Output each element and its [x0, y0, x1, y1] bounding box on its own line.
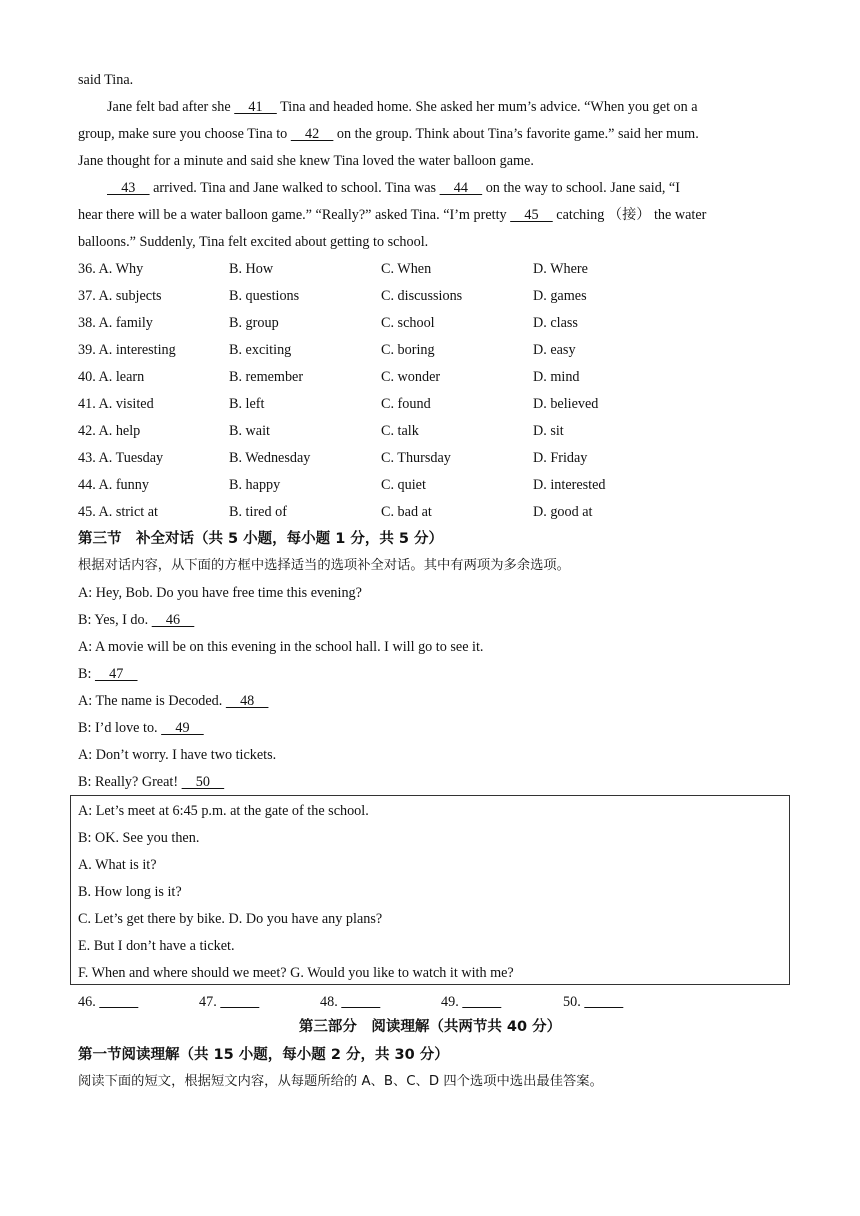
passage-text: Jane thought for a minute and said she knew Tina loved the water balloon game.	[78, 153, 534, 169]
section-heading: 第三节 补全对话（共 5 小题，每小题 1 分，共 5 分）	[78, 531, 444, 547]
option-a: 41. A. visited	[78, 396, 154, 412]
part-heading: 第三部分 阅读理解（共两节共 40 分）	[298, 1019, 562, 1035]
option-b: B. exciting	[229, 342, 292, 358]
dialogue-line	[78, 746, 782, 764]
option-a: 39. A. interesting	[78, 342, 176, 358]
option-c: C. Thursday	[381, 450, 451, 466]
dialogue-line	[78, 719, 782, 737]
option-d: D. Where	[533, 261, 588, 277]
answer-49	[441, 993, 501, 1011]
option-d: D. sit	[533, 423, 564, 439]
option-d: D. easy	[533, 342, 576, 358]
option-b: B. left	[229, 396, 265, 412]
option-d: D. games	[533, 288, 587, 304]
option-row-40	[78, 368, 782, 386]
passage-line	[78, 206, 782, 224]
dialogue-line	[78, 611, 782, 629]
dialogue-text: A: A movie will be on this evening in the school hall. I will go to see it.	[78, 639, 484, 655]
option-c: C. found	[381, 396, 431, 412]
blank-45: 45	[510, 207, 553, 223]
answer-number: 48.	[320, 994, 342, 1010]
option-row-41	[78, 395, 782, 413]
box-line: F. When and where should we meet? G. Would you like to watch it with me?	[78, 965, 514, 981]
answer-blank	[584, 994, 623, 1010]
option-b: B. remember	[229, 369, 304, 385]
option-row-45	[78, 503, 782, 521]
blank-41: 41	[234, 99, 277, 115]
blank-48: 48	[225, 693, 269, 709]
dialogue-text: B: I’d love to.	[78, 720, 162, 736]
passage-text: group, make sure you choose Tina to	[78, 126, 291, 142]
passage-line	[107, 179, 782, 197]
blank-49: 49	[161, 720, 204, 736]
option-a: 45. A. strict at	[78, 504, 158, 520]
option-a: 44. A. funny	[78, 477, 149, 493]
passage-text: arrived. Tina and Jane walked to school. Tina was	[149, 180, 440, 196]
option-d: D. good at	[533, 504, 593, 520]
passage-line	[78, 152, 782, 170]
option-d: D. interested	[533, 477, 606, 493]
passage-text: Tina and headed home. She asked her mum’s advice. “When you get on a	[276, 99, 698, 115]
option-b: B. Wednesday	[229, 450, 311, 466]
option-c: C. When	[381, 261, 432, 277]
blank-43: 43	[107, 180, 150, 196]
dialogue-line	[78, 584, 782, 602]
dialogue-line	[78, 773, 782, 791]
dialogue-text: B: Yes, I do.	[78, 612, 152, 628]
section-instruction: 根据对话内容，从下面的方框中选择适当的选项补全对话。其中有两项为多余选项。	[78, 558, 570, 573]
option-b: B. questions	[229, 288, 300, 304]
option-a: 36. A. Why	[78, 261, 144, 277]
option-b: B. happy	[229, 477, 281, 493]
passage-text: catching （接） the water	[552, 207, 707, 223]
passage-text: on the way to school. Jane said, “I	[482, 180, 680, 196]
answer-46	[78, 993, 138, 1011]
dialogue-line	[78, 638, 782, 656]
option-d: D. believed	[533, 396, 599, 412]
option-d: D. Friday	[533, 450, 588, 466]
option-d: D. class	[533, 315, 578, 331]
passage-line	[78, 71, 782, 89]
option-d: D. mind	[533, 369, 580, 385]
option-c: C. bad at	[381, 504, 432, 520]
blank-47: 47	[94, 666, 138, 682]
option-row-43	[78, 449, 782, 467]
box-line: B. How long is it?	[78, 884, 182, 900]
dialogue-text: A: Don’t worry. I have two tickets.	[78, 747, 277, 763]
option-a: 42. A. help	[78, 423, 141, 439]
answer-48	[320, 993, 380, 1011]
blank-44: 44	[439, 180, 483, 196]
option-c: C. boring	[381, 342, 435, 358]
option-b: B. group	[229, 315, 279, 331]
option-b: B. tired of	[229, 504, 287, 520]
option-row-44	[78, 476, 782, 494]
passage-line	[78, 233, 782, 251]
answer-47	[199, 993, 259, 1011]
option-c: C. quiet	[381, 477, 426, 493]
dialogue-line	[78, 692, 782, 710]
option-c: C. talk	[381, 423, 419, 439]
answer-number: 46.	[78, 994, 100, 1010]
option-b: B. wait	[229, 423, 270, 439]
blank-50: 50	[181, 774, 225, 790]
box-line: B: OK. See you then.	[78, 830, 200, 846]
answer-blank	[341, 994, 380, 1010]
option-a: 43. A. Tuesday	[78, 450, 164, 466]
option-b: B. How	[229, 261, 274, 277]
dialogue-text: B:	[78, 666, 95, 682]
answer-blank	[462, 994, 501, 1010]
passage-line	[107, 98, 782, 116]
blank-46: 46	[151, 612, 195, 628]
option-a: 40. A. learn	[78, 369, 145, 385]
box-line: A: Let’s meet at 6:45 p.m. at the gate of the school.	[78, 803, 369, 819]
option-row-38	[78, 314, 782, 332]
option-c: C. wonder	[381, 369, 441, 385]
answer-number: 47.	[199, 994, 221, 1010]
option-row-37	[78, 287, 782, 305]
passage-line	[78, 125, 782, 143]
box-line: A. What is it?	[78, 857, 157, 873]
blank-42: 42	[290, 126, 334, 142]
dialogue-text: B: Really? Great!	[78, 774, 182, 790]
answer-50	[563, 993, 623, 1011]
passage-text: Jane felt bad after she	[107, 99, 235, 115]
subsection-instruction: 阅读下面的短文，根据短文内容，从每题所给的 A、B、C、D 四个选项中选出最佳答案。	[78, 1074, 603, 1089]
option-row-36	[78, 260, 782, 278]
answer-blank	[220, 994, 259, 1010]
option-c: C. discussions	[381, 288, 463, 304]
answer-number: 50.	[563, 994, 585, 1010]
option-c: C. school	[381, 315, 435, 331]
answer-number: 49.	[441, 994, 463, 1010]
box-line: C. Let’s get there by bike. D. Do you have any plans?	[78, 911, 383, 927]
option-row-42	[78, 422, 782, 440]
option-row-39	[78, 341, 782, 359]
option-a: 38. A. family	[78, 315, 153, 331]
choice-box	[70, 795, 790, 985]
passage-text: balloons.” Suddenly, Tina felt excited about getting to school.	[78, 234, 429, 250]
passage-text: said Tina.	[78, 72, 134, 88]
passage-text: hear there will be a water balloon game.” “Really?” asked Tina. “I’m pretty	[78, 207, 511, 223]
dialogue-text: A: Hey, Bob. Do you have free time this evening?	[78, 585, 362, 601]
option-a: 37. A. subjects	[78, 288, 162, 304]
subsection-heading: 第一节阅读理解（共 15 小题，每小题 2 分，共 30 分）	[78, 1047, 449, 1063]
passage-text: on the group. Think about Tina’s favorite game.” said her mum.	[333, 126, 699, 142]
answer-blank	[99, 994, 138, 1010]
dialogue-line	[78, 665, 782, 683]
box-line: E. But I don’t have a ticket.	[78, 938, 235, 954]
dialogue-text: A: The name is Decoded.	[78, 693, 226, 709]
